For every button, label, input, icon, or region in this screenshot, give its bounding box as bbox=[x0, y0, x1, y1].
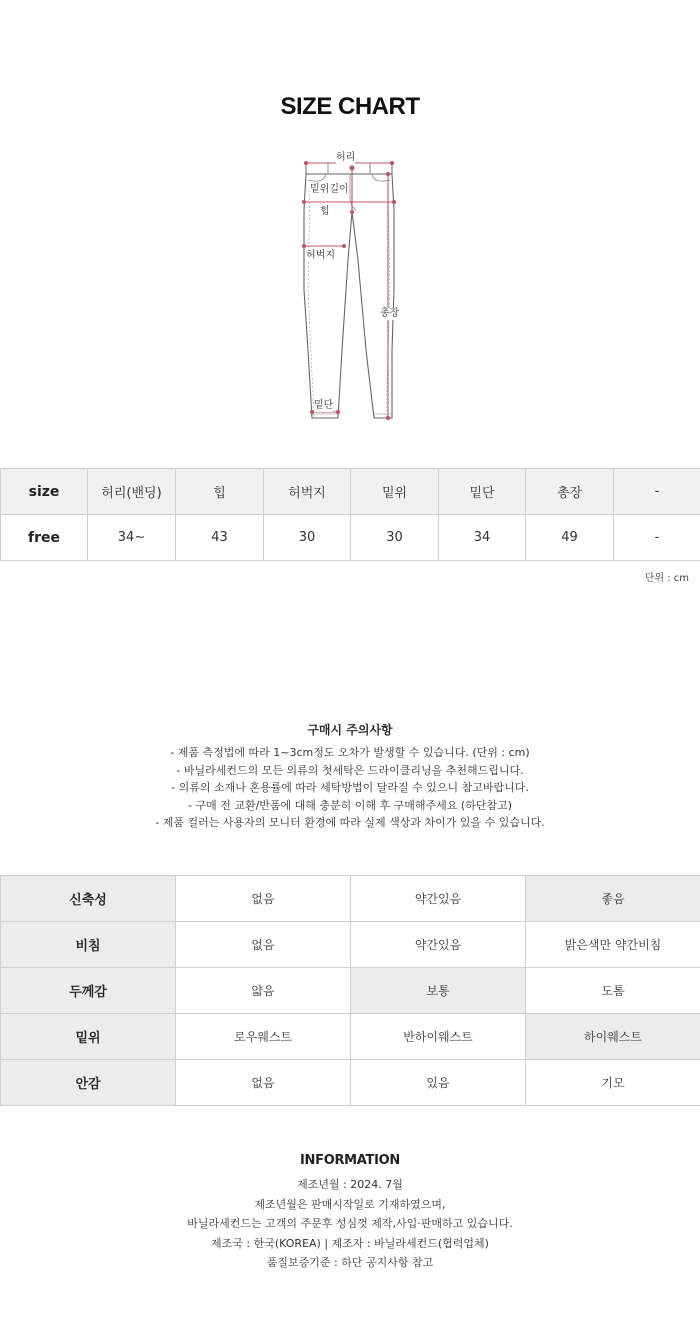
attribute-option: 얇음 bbox=[176, 968, 351, 1014]
attribute-row-sheerness bbox=[1, 922, 700, 968]
notice-line: - 제품 측정법에 따라 1~3cm정도 오차가 발생할 수 있습니다. (단위 : cm) bbox=[170, 746, 530, 759]
information-line: 바닐라세컨드는 고객의 주문후 성심껏 제작,사입·판매하고 있습니다. bbox=[187, 1217, 513, 1230]
size-header-hip: 힙 bbox=[176, 469, 264, 515]
pants-diagram bbox=[290, 150, 410, 430]
size-header-thigh: 허벅지 bbox=[264, 469, 351, 515]
attribute-option: 기모 bbox=[526, 1060, 700, 1106]
attribute-option-selected: 보통 bbox=[351, 968, 526, 1014]
attribute-option: 반하이웨스트 bbox=[351, 1014, 526, 1060]
size-header-extra: - bbox=[614, 469, 700, 515]
size-header-size: size bbox=[1, 469, 88, 515]
notice-line: - 구매 전 교환/반품에 대해 충분히 이해 후 구매해주세요 (하단참고) bbox=[187, 798, 512, 812]
diagram-label-hip: 힙 bbox=[320, 206, 330, 217]
diagram-label-thigh: 허벅지 bbox=[306, 250, 335, 261]
notice-line: - 의류의 소재나 혼용률에 따라 세탁방법이 달라질 수 있으니 참고바랍니다. bbox=[171, 781, 529, 794]
size-cell-name: free bbox=[1, 515, 88, 561]
attribute-label: 안감 bbox=[1, 1060, 176, 1106]
attribute-table bbox=[0, 875, 700, 1106]
size-cell: 34 bbox=[439, 515, 526, 561]
information-line: 제조년월은 판매시작일로 기재하였으며, bbox=[254, 1197, 446, 1211]
page-title: SIZE CHART bbox=[280, 93, 420, 120]
size-table-header-row bbox=[1, 469, 700, 515]
notice-list bbox=[0, 744, 700, 832]
attribute-option-selected: 하이웨스트 bbox=[526, 1014, 700, 1060]
size-table bbox=[0, 468, 700, 561]
size-header-length: 총장 bbox=[526, 469, 614, 515]
size-cell: 34~ bbox=[88, 515, 176, 561]
attribute-option: 약간있음 bbox=[351, 876, 526, 922]
attribute-option: 없음 bbox=[176, 1060, 351, 1106]
attribute-option: 약간있음 bbox=[351, 922, 526, 968]
size-cell: - bbox=[614, 515, 700, 561]
size-cell: 43 bbox=[176, 515, 264, 561]
unit-note: 단위 : cm bbox=[644, 573, 689, 584]
size-header-waist: 허리(밴딩) bbox=[88, 469, 176, 515]
information-line: 제조년월 : 2024. 7월 bbox=[297, 1178, 403, 1191]
attribute-option: 밝은색만 약간비침 bbox=[526, 922, 700, 968]
attribute-option: 도톰 bbox=[526, 968, 700, 1014]
attribute-label: 비침 bbox=[1, 922, 176, 968]
diagram-label-length: 총장 bbox=[380, 308, 400, 319]
information-title: INFORMATION bbox=[300, 1153, 400, 1168]
attribute-row-lining bbox=[1, 1060, 700, 1106]
attribute-label: 두께감 bbox=[1, 968, 176, 1014]
table-row bbox=[1, 515, 700, 561]
attribute-row-stretch bbox=[1, 876, 700, 922]
information-list bbox=[0, 1175, 700, 1273]
attribute-option-selected: 좋음 bbox=[526, 876, 700, 922]
diagram-label-hem: 밑단 bbox=[314, 400, 334, 411]
information-line: 품질보증기준 : 하단 공지사항 참고 bbox=[266, 1256, 434, 1269]
attribute-label: 신축성 bbox=[1, 876, 176, 922]
pants-outline-icon bbox=[290, 150, 410, 430]
attribute-row-rise bbox=[1, 1014, 700, 1060]
attribute-option: 있음 bbox=[351, 1060, 526, 1106]
attribute-label: 밑위 bbox=[1, 1014, 176, 1060]
diagram-label-rise: 밑위길이 bbox=[310, 184, 349, 195]
information-line: 제조국 : 한국(KOREA) | 제조자 : 바닐라세컨드(협력업체) bbox=[211, 1236, 489, 1250]
attribute-row-thickness bbox=[1, 968, 700, 1014]
notice-line: - 제품 컬러는 사용자의 모니터 환경에 따라 실제 색상과 차이가 있을 수 있습니다. bbox=[155, 816, 545, 829]
size-cell: 30 bbox=[351, 515, 439, 561]
size-cell: 30 bbox=[264, 515, 351, 561]
notice-title: 구매시 주의사항 bbox=[307, 723, 393, 737]
attribute-option: 없음 bbox=[176, 876, 351, 922]
size-header-rise: 밑위 bbox=[351, 469, 439, 515]
attribute-option: 로우웨스트 bbox=[176, 1014, 351, 1060]
diagram-label-waist: 허리 bbox=[336, 152, 356, 163]
attribute-option: 없음 bbox=[176, 922, 351, 968]
size-header-hem: 밑단 bbox=[439, 469, 526, 515]
notice-line: - 바닐라세컨드의 모든 의류의 첫세탁은 드라이클리닝을 추천해드립니다. bbox=[176, 763, 524, 777]
size-cell: 49 bbox=[526, 515, 614, 561]
